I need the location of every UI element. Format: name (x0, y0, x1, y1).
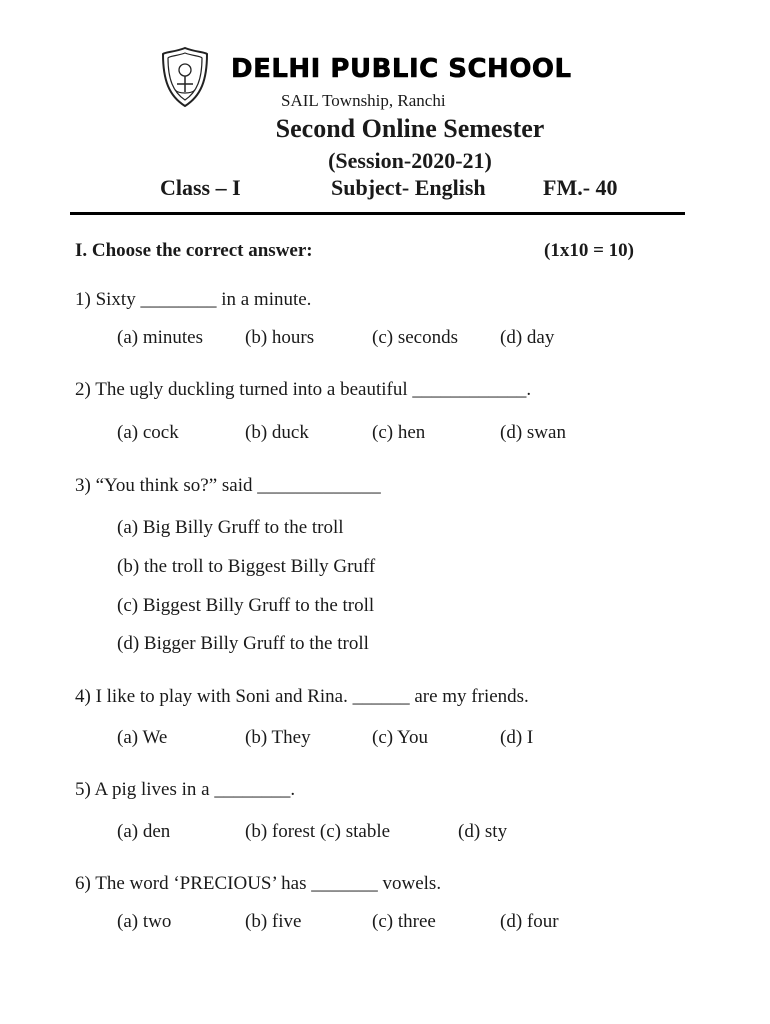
question-5: 5) A pig lives in a ________. (75, 779, 296, 800)
question-1-option-a: (a) minutes (117, 327, 204, 348)
header-divider (70, 212, 685, 215)
question-2-option-d: (d) swan (500, 422, 566, 443)
question-2-option-c: (c) hen (372, 422, 426, 443)
question-5-option-a: (a) den (117, 821, 171, 842)
question-4-option-b: (b) They (245, 727, 311, 748)
question-4-option-a: (a) We (117, 727, 168, 748)
question-4-option-c: (c) You (372, 727, 428, 748)
school-name: DELHI PUBLIC SCHOOL (231, 54, 572, 84)
question-5-option-b-c: (b) forest (c) stable (245, 821, 391, 842)
question-3: 3) “You think so?” said _____________ (75, 475, 381, 496)
question-3-option-d: (d) Bigger Billy Gruff to the troll (117, 633, 369, 654)
question-2: 2) The ugly duckling turned into a beautiful ____________. (75, 379, 532, 400)
question-2-option-a: (a) cock (117, 422, 179, 443)
question-6-option-a: (a) two (117, 911, 172, 932)
question-6-option-d: (d) four (500, 911, 559, 932)
question-1-option-c: (c) seconds (372, 327, 458, 348)
section-marks: (1x10 = 10) (544, 240, 634, 261)
question-3-option-a: (a) Big Billy Gruff to the troll (117, 517, 344, 538)
question-4: 4) I like to play with Soni and Rina. ______ are my friends. (75, 686, 529, 707)
class-label: Class – I (160, 175, 241, 200)
school-location: SAIL Township, Ranchi (281, 91, 446, 110)
question-6-option-b: (b) five (245, 911, 302, 932)
question-3-option-b: (b) the troll to Biggest Billy Gruff (117, 556, 376, 577)
question-1-option-b: (b) hours (245, 327, 315, 348)
question-3-option-c: (c) Biggest Billy Gruff to the troll (117, 595, 375, 616)
full-marks-label: FM.- 40 (543, 175, 618, 200)
question-5-option-d: (d) sty (458, 821, 508, 842)
question-1: 1) Sixty ________ in a minute. (75, 289, 312, 310)
question-6-option-c: (c) three (372, 911, 436, 932)
question-2-option-b: (b) duck (245, 422, 309, 443)
exam-title: Second Online Semester (275, 114, 545, 143)
question-1-option-d: (d) day (500, 327, 555, 348)
subject-label: Subject- English (331, 175, 486, 200)
school-logo-emblem (161, 46, 209, 108)
section-title: I. Choose the correct answer: (75, 240, 313, 261)
session-label: (Session-2020-21) (328, 148, 492, 173)
question-4-option-d: (d) I (500, 727, 534, 748)
question-6: 6) The word ‘PRECIOUS’ has _______ vowels. (75, 873, 442, 894)
